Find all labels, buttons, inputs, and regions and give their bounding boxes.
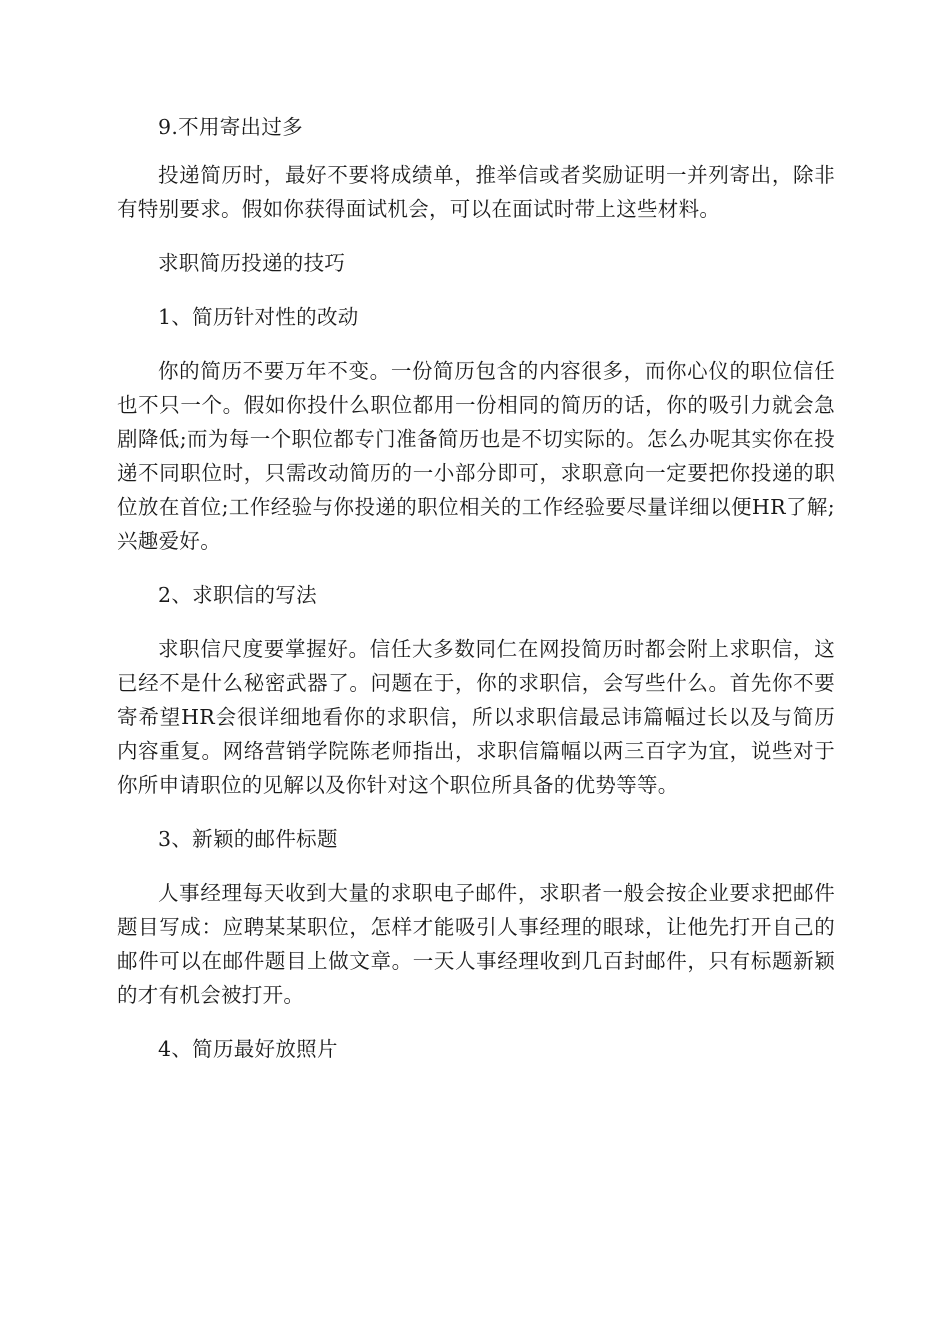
section-heading-email-subject: 3、新颖的邮件标题: [158, 827, 338, 851]
paragraph-no-extra-mailings: 投递简历时，最好不要将成绩单，推举信或者奖励证明一并列寄出，除非有特别要求。假如你获得面试机会，可以在面试时带上这些材料。: [117, 163, 835, 221]
paragraph-email-subject: 人事经理每天收到大量的求职电子邮件，求职者一般会按企业要求把邮件题目写成：应聘某某职位，怎样才能吸引人事经理的眼球，让他先打开自己的邮件可以在邮件题目上做文章。一天人事经理收到几百封邮件，只有标题新颖的才有机会被打开。: [117, 881, 835, 1007]
section-heading-resume-delivery-tips: 求职简历投递的技巧: [158, 251, 346, 275]
section-heading-resume-photo: 4、简历最好放照片: [158, 1037, 338, 1061]
document-body: [117, 110, 835, 1066]
paragraph-cover-letter: 求职信尺度要掌握好。信任大多数同仁在网投简历时都会附上求职信，这已经不是什么秘密武器了。问题在于，你的求职信，会写些什么。首先你不要寄希望HR会很详细地看你的求职信，所以求职信最忌讳篇幅过长以及与简历内容重复。网络营销学院陈老师指出，求职信篇幅以两三百字为宜，说些对于你所申请职位的见解以及你针对这个职位所具备的优势等等。: [117, 637, 835, 797]
section-heading-cover-letter: 2、求职信的写法: [158, 583, 317, 607]
section-heading-targeted-resume: 1、简历针对性的改动: [158, 305, 359, 329]
paragraph-targeted-resume: 你的简历不要万年不变。一份简历包含的内容很多，而你心仪的职位信任也不只一个。假如你投什么职位都用一份相同的简历的话，你的吸引力就会急剧降低;而为每一个职位都专门准备简历也是不切实际的。怎么办呢其实你在投递不同职位时，只需改动简历的一小部分即可，求职意向一定要把你投递的职位放在首位;工作经验与你投递的职位相关的工作经验要尽量详细以便HR了解;兴趣爱好。: [117, 359, 835, 553]
section-heading-no-extra-mailings: 9.不用寄出过多: [158, 115, 303, 139]
